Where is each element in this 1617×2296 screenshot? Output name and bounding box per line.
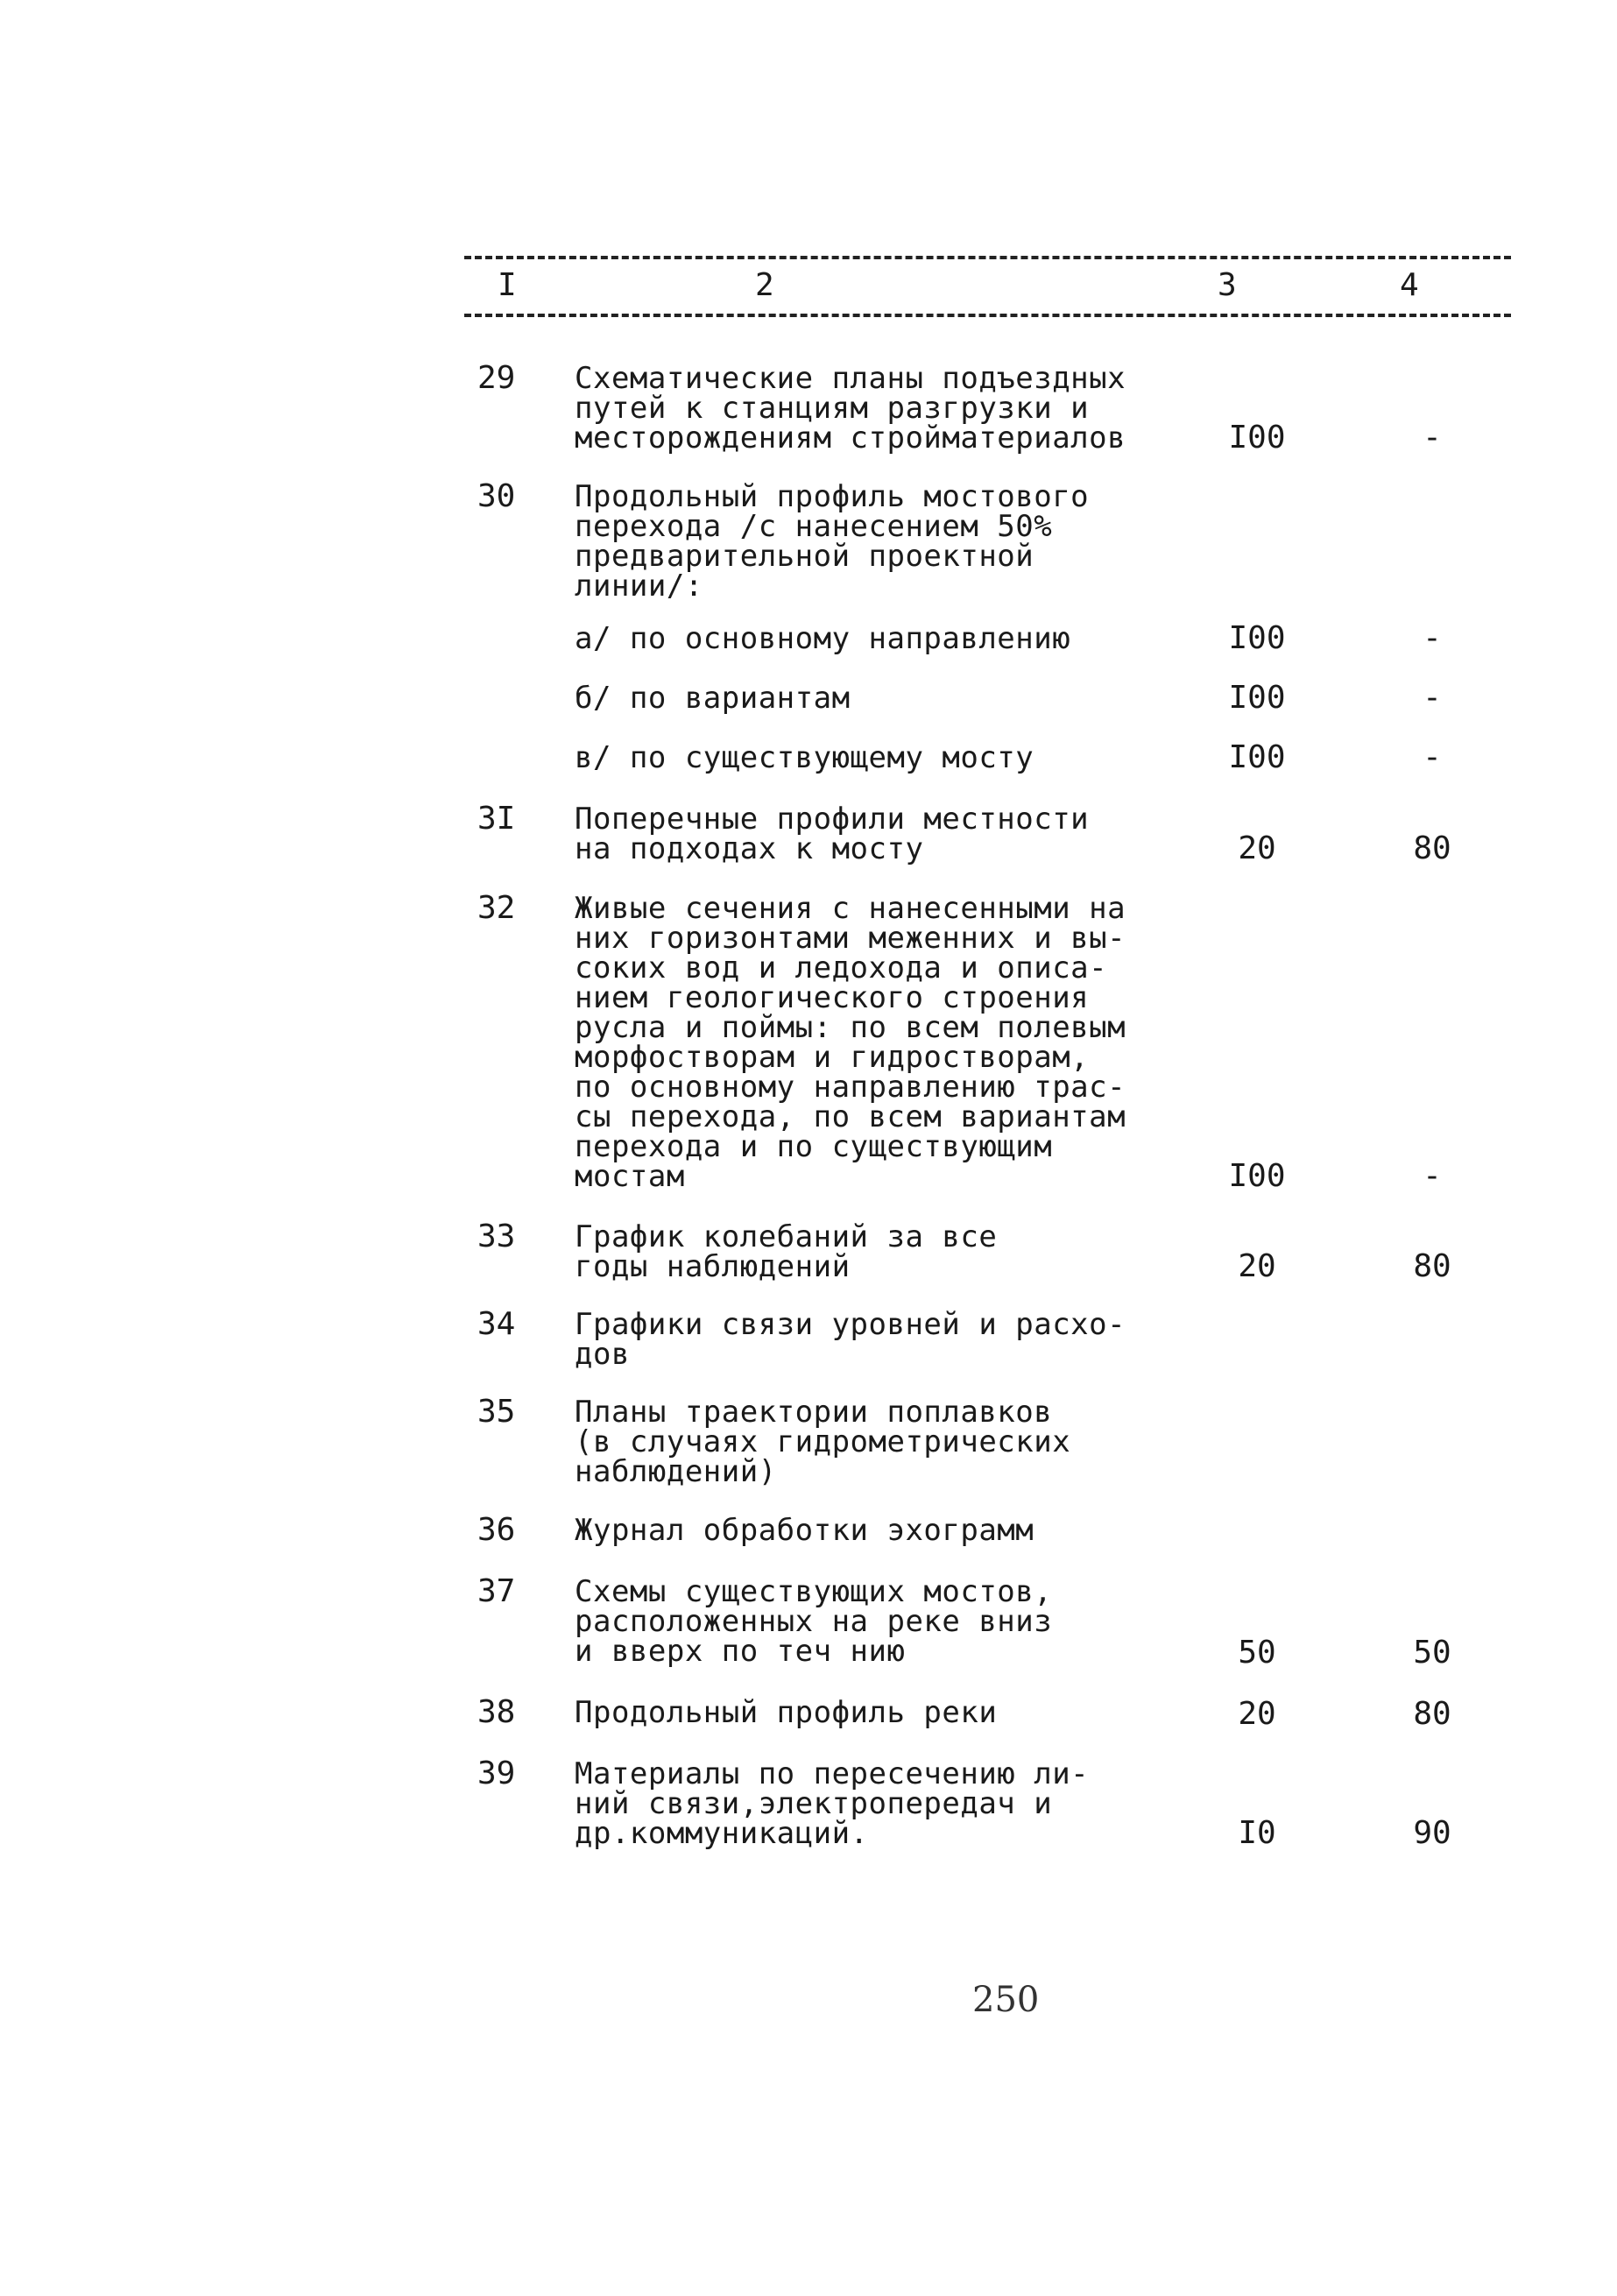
row-col3-value: 20 <box>1238 1696 1276 1732</box>
header-top-rule <box>464 256 1511 259</box>
row-description: б/ по вариантам <box>575 681 851 716</box>
row-number: 35 <box>477 1394 516 1430</box>
row-col3-value: I00 <box>1228 1158 1286 1194</box>
row-number: 34 <box>477 1306 516 1342</box>
row-description: Продольный профиль реки <box>575 1695 998 1730</box>
row-col3-value: I00 <box>1228 739 1286 775</box>
row-col3-value: 50 <box>1238 1635 1276 1671</box>
row-col4-value: 50 <box>1413 1635 1451 1671</box>
row-number: 32 <box>477 890 516 926</box>
row-col4-value: 90 <box>1413 1815 1451 1851</box>
row-description: Журнал обработки эхограмм <box>575 1513 1034 1548</box>
row-col3-value: 20 <box>1238 1248 1276 1284</box>
column-header-4: 4 <box>1400 267 1419 303</box>
row-col4-value: 80 <box>1413 1696 1451 1732</box>
row-description: Живые сечения с нанесенными на них горизонтами меженних и вы- соких вод и ледохода и описа- нием геологического строения русла и поймы: по всем полевым морфостворам и гидростворам, по основному направлению трас- сы перехода, по всем вариантам перехода и по существующим мостам <box>575 891 1126 1194</box>
row-col4-value: - <box>1423 739 1442 775</box>
row-col4-value: 80 <box>1413 1248 1451 1284</box>
row-description: Продольный профиль мостового перехода /с нанесением 50% предварительной проектной линии/: <box>575 479 1090 604</box>
row-col4-value: - <box>1423 1158 1442 1194</box>
row-number: 38 <box>477 1694 516 1730</box>
row-col3-value: I00 <box>1228 620 1286 656</box>
row-description: Схематические планы подъездных путей к станциям разгрузки и месторождениям стройматериалов <box>575 361 1126 456</box>
row-number: 39 <box>477 1756 516 1791</box>
row-description: Поперечные профили местности на подходах к мосту <box>575 802 1090 866</box>
row-description: а/ по основному направлению <box>575 621 1071 656</box>
row-col3-value: I00 <box>1228 420 1286 456</box>
row-number: 3I <box>477 801 516 837</box>
column-header-1: I <box>498 267 517 303</box>
row-description: Схемы существующих мостов, расположенных на реке вниз и вверх по теч нию <box>575 1574 1053 1669</box>
column-header-3: 3 <box>1218 267 1237 303</box>
row-description: Материалы по пересечению ли- ний связи,электропередач и др.коммуникаций. <box>575 1756 1090 1851</box>
row-col3-value: I0 <box>1238 1815 1276 1851</box>
header-bottom-rule <box>464 314 1511 317</box>
row-number: 30 <box>477 478 516 514</box>
row-col3-value: 20 <box>1238 830 1276 866</box>
row-number: 37 <box>477 1573 516 1609</box>
row-col4-value: - <box>1423 680 1442 716</box>
row-description: Планы траектории поплавков (в случаях гидрометрических наблюдений) <box>575 1395 1071 1489</box>
row-number: 33 <box>477 1219 516 1254</box>
row-description: График колебаний за все годы наблюдений <box>575 1219 998 1284</box>
row-col3-value: I00 <box>1228 680 1286 716</box>
row-col4-value: - <box>1423 420 1442 456</box>
row-number: 36 <box>477 1512 516 1548</box>
row-col4-value: - <box>1423 620 1442 656</box>
column-header-2: 2 <box>755 267 774 303</box>
row-number: 29 <box>477 360 516 396</box>
row-description: Графики связи уровней и расхо- дов <box>575 1307 1126 1372</box>
row-description: в/ по существующему мосту <box>575 740 1034 775</box>
row-col4-value: 80 <box>1413 830 1451 866</box>
page-number: 250 <box>972 1980 1040 2020</box>
